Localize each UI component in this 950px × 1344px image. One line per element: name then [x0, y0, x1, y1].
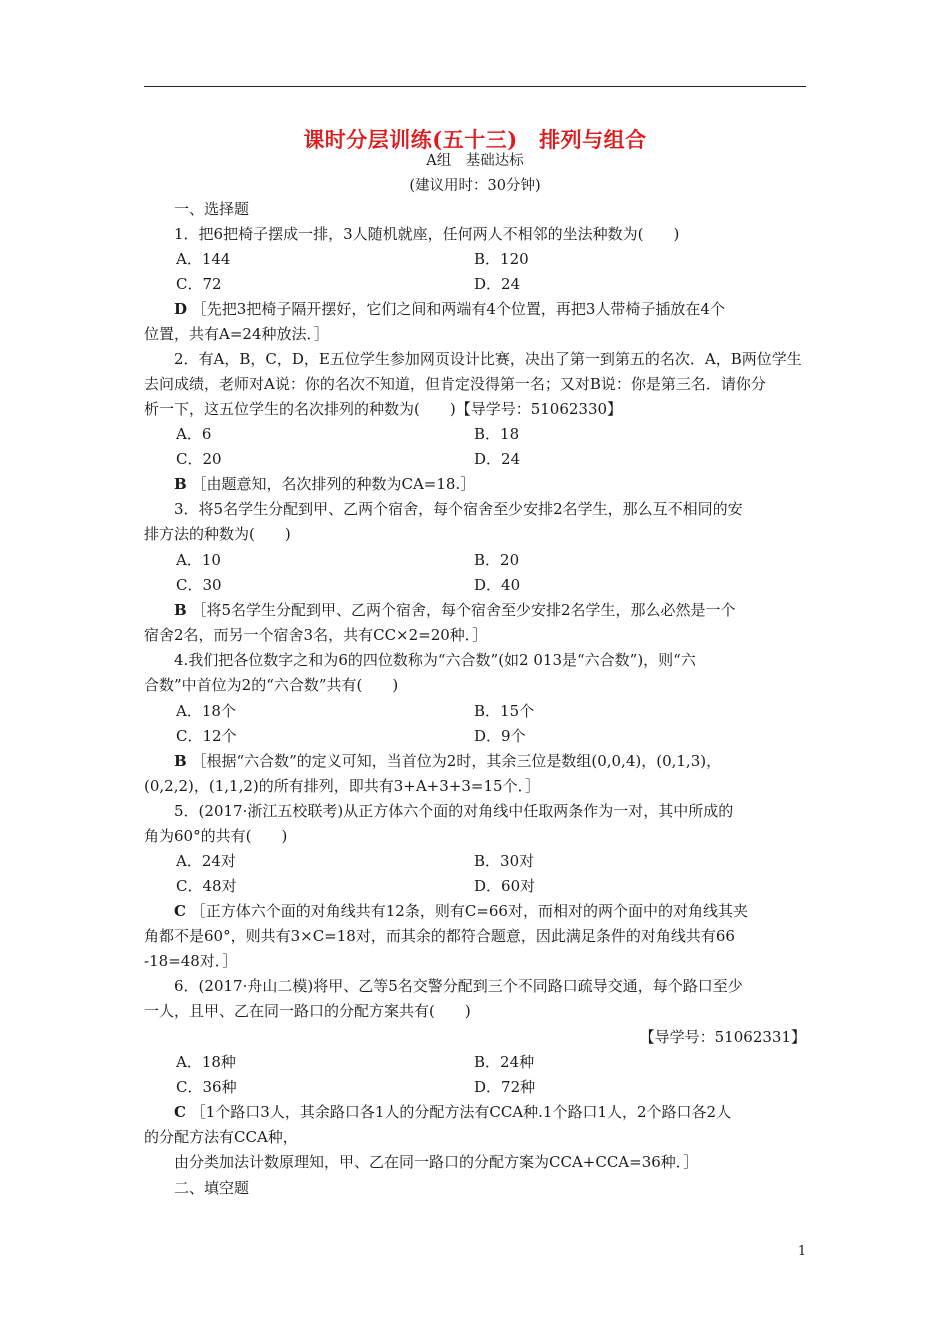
q1-option-a: A．144: [176, 250, 231, 268]
q3-option-a: A．10: [176, 551, 221, 569]
q5-option-d: D．60对: [474, 877, 536, 895]
q4-option-d: D．9个: [474, 727, 526, 745]
q6-option-b: B．24种: [474, 1053, 535, 1071]
question-6-line1: 6．(2017·舟山二模)将甲、乙等5名交警分配到三个不同路口疏导交通，每个路口至少: [174, 977, 743, 995]
q2-answer-letter: B: [174, 475, 187, 493]
q5-answer: [174, 901, 838, 921]
section-heading-choice: 一、选择题: [174, 200, 250, 218]
q6-answer-cont2: 由分类加法计数原理知，甲、乙在同一路口的分配方案为CCA+CCA=36种．］: [174, 1153, 699, 1171]
q2-option-b: B．18: [474, 425, 520, 443]
group-label: A组 基础达标: [426, 153, 524, 169]
q1-answer-letter: D: [174, 300, 188, 318]
q6-answer: [174, 1102, 838, 1122]
q3-answer: [174, 600, 838, 620]
q4-option-a: A．18个: [176, 702, 236, 720]
q6-option-c: C．36种: [176, 1078, 237, 1096]
question-5-line2: 角为60°的共有( ): [144, 827, 288, 845]
q4-option-b: B．15个: [474, 702, 535, 720]
question-4-line1: 4.我们把各位数字之和为6的四位数称为“六合数”(如2 013是“六合数”)，则“六: [174, 651, 696, 669]
q3-answer-letter: B: [174, 601, 187, 619]
q6-answer-cont1: 的分配方法有CCA种，: [144, 1128, 298, 1146]
page-number: 1: [797, 1244, 807, 1259]
question-6-line2: 一人，且甲、乙在同一路口的分配方案共有( ): [144, 1002, 471, 1020]
question-3-line1: 3．将5名学生分配到甲、乙两个宿舍，每个宿舍至少安排2名学生，那么互不相同的安: [174, 500, 743, 518]
q3-option-b: B．20: [474, 551, 520, 569]
q1-option-c: C．72: [176, 275, 222, 293]
q5-answer-cont2: -18=48对．］: [144, 952, 238, 970]
q1-answer-cont: 位置，共有A=24种放法．］: [144, 325, 329, 343]
q4-answer-text: ［根据“六合数”的定义可知，当首位为2时，其余三位是数组(0,0,4)，(0,1,3)，: [191, 752, 722, 770]
question-2-line3: 析一下，这五位学生的名次排列的种数为( )【导学号：51062330】: [144, 400, 623, 418]
q5-answer-letter: C: [174, 902, 186, 920]
header-rule: [144, 86, 806, 87]
q3-option-c: C．30: [176, 576, 222, 594]
q4-answer-cont: (0,2,2)，(1,1,2)的所有排列，即共有3+A+3+3=15个．］: [144, 777, 541, 795]
q6-option-d: D．72种: [474, 1078, 536, 1096]
q5-option-b: B．30对: [474, 852, 535, 870]
q3-answer-text: ［将5名学生分配到甲、乙两个宿舍，每个宿舍至少安排2名学生，那么必然是一个: [191, 601, 736, 619]
question-5-line1: 5．(2017·浙江五校联考)从正方体六个面的对角线中任取两条作为一对，其中所成的: [174, 802, 734, 820]
question-2-line2: 去问成绩，老师对A说：你的名次不知道，但肯定没得第一名；又对B说：你是第三名．请你分: [144, 375, 766, 393]
q2-answer: [174, 474, 838, 494]
q4-option-c: C．12个: [176, 727, 237, 745]
q2-option-d: D．24: [474, 450, 521, 468]
q4-answer: [174, 751, 838, 771]
q5-option-c: C．48对: [176, 877, 237, 895]
q3-answer-cont: 宿舍2名，而另一个宿舍3名，共有CC×2=20种．］: [144, 626, 488, 644]
q6-guide-number: 【导学号：51062331】: [639, 1028, 806, 1046]
question-3-line2: 排方法的种数为( ): [144, 525, 291, 543]
question-4-line2: 合数”中首位为2的“六合数”共有( ): [144, 676, 399, 694]
time-hint: (建议用时：30分钟): [409, 178, 541, 194]
question-1-stem: 1．把6把椅子摆成一排，3人随机就座，任何两人不相邻的坐法种数为( ): [174, 225, 680, 243]
page-title: 课时分层训练(五十三) 排列与组合: [303, 127, 647, 152]
q2-option-a: A．6: [176, 425, 212, 443]
q6-option-a: A．18种: [176, 1053, 236, 1071]
q4-answer-letter: B: [174, 752, 187, 770]
q3-option-d: D．40: [474, 576, 521, 594]
q6-answer-text: ［1个路口3人，其余路口各1人的分配方法有CCA种.1个路口1人，2个路口各2人: [190, 1103, 732, 1121]
q6-answer-letter: C: [174, 1103, 186, 1121]
section-heading-fill: 二、填空题: [174, 1179, 250, 1197]
q5-answer-cont1: 角都不是60°，则共有3×C=18对，而其余的都符合题意，因此满足条件的对角线共有66: [144, 927, 735, 945]
q2-option-c: C．20: [176, 450, 222, 468]
q1-option-b: B．120: [474, 250, 529, 268]
q1-answer-text: ［先把3把椅子隔开摆好，它们之间和两端有4个位置，再把3人带椅子插放在4个: [191, 300, 725, 318]
question-2-line1: 2．有A，B，C，D，E五位学生参加网页设计比赛，决出了第一到第五的名次．A，B两位学生: [174, 350, 802, 368]
q5-answer-text: ［正方体六个面的对角线共有12条，则有C=66对，而相对的两个面中的对角线其夹: [190, 902, 748, 920]
q2-answer-text: ［由题意知，名次排列的种数为CA=18.］: [191, 475, 476, 493]
q1-option-d: D．24: [474, 275, 521, 293]
q5-option-a: A．24对: [176, 852, 236, 870]
q1-answer: [174, 299, 838, 319]
